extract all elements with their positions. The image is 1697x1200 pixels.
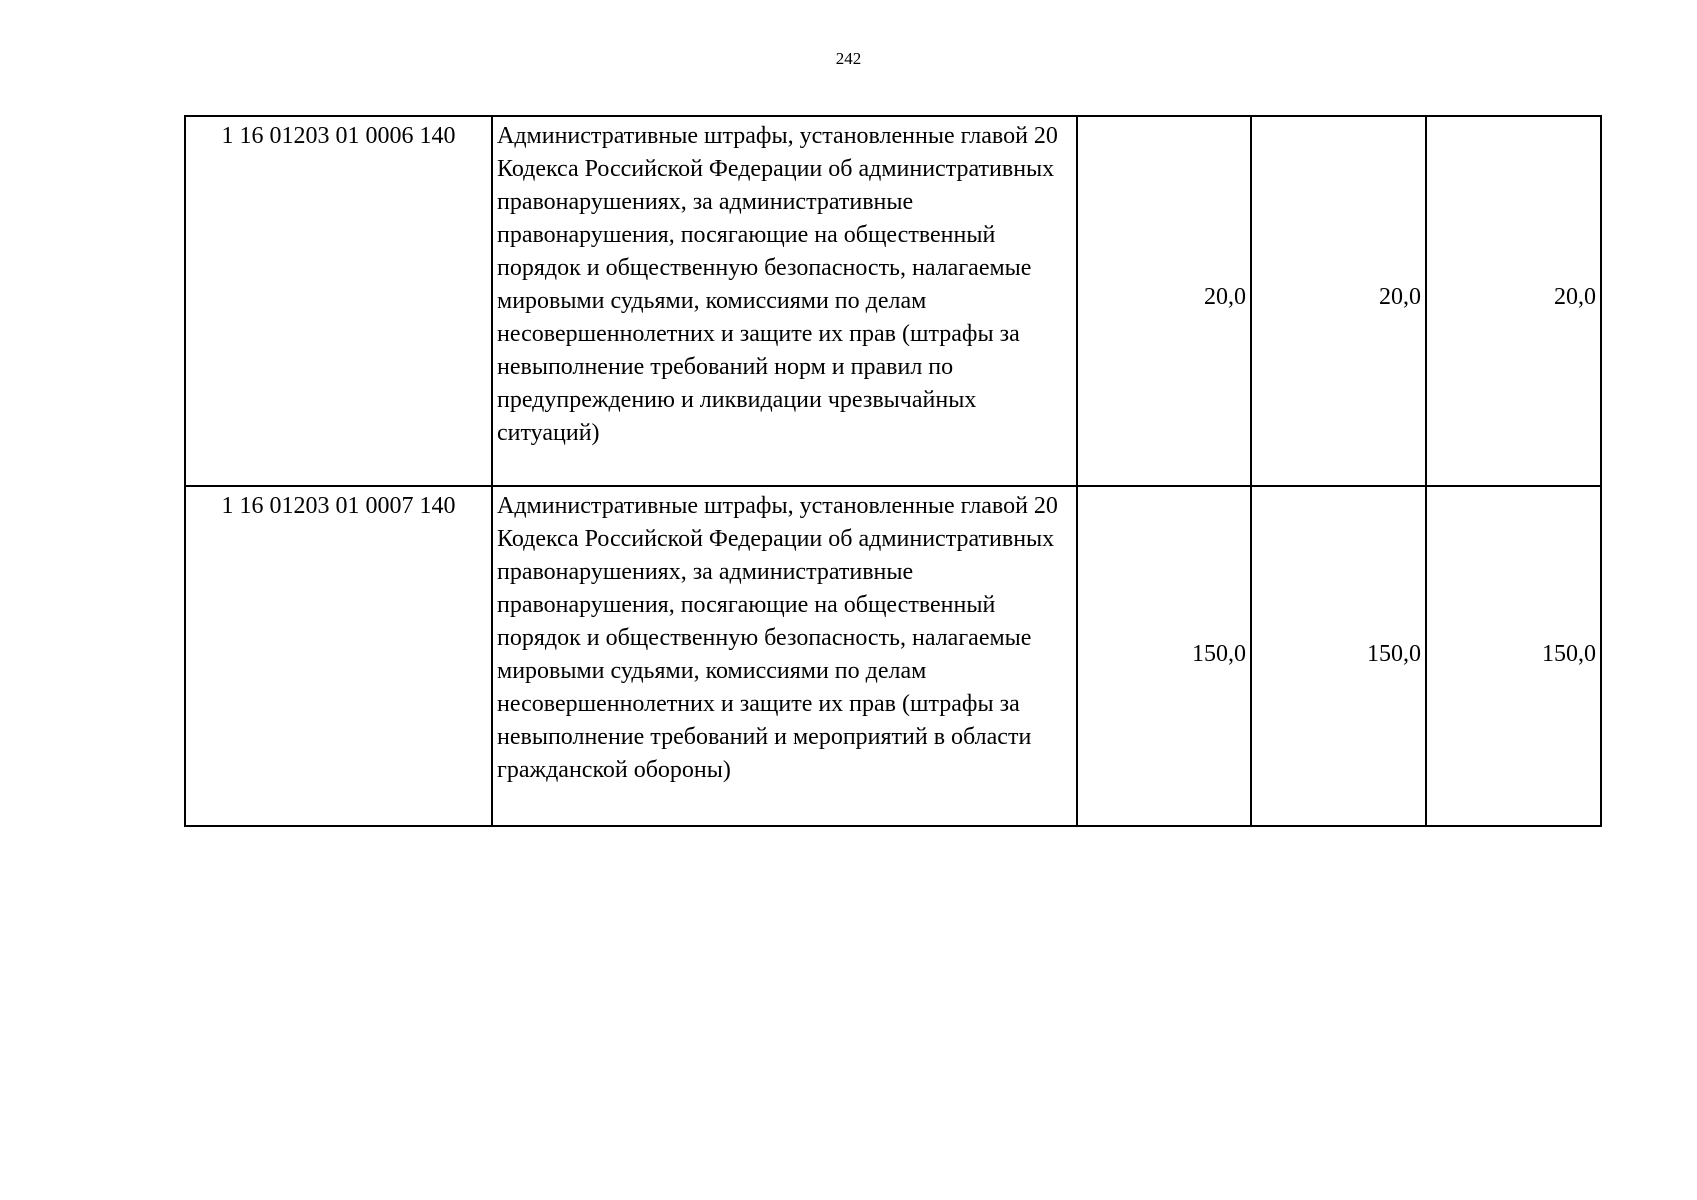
value-text: 150,0 [1367,640,1421,667]
value-text: 150,0 [1542,640,1596,667]
value-cell-year-3 [1426,486,1601,826]
budget-code-cell: 1 16 01203 01 0006 140 [185,116,492,486]
value-cell-year-1 [1077,116,1251,486]
budget-code-cell: 1 16 01203 01 0007 140 [185,486,492,826]
page-number: 242 [835,49,862,68]
value-text: 150,0 [1192,640,1246,667]
table-row [185,486,1601,826]
description-cell: Административные штрафы, установленные главой 20 Кодекса Российской Федерации об административных правонарушениях, за административные правонарушения, посягающие на общественный порядок и общественную безопасность, налагаемые мировыми судьями, комиссиями по делам несовершеннолетних и защите их прав (штрафы за невыполнение требований и мероприятий в области гражданской обороны) [492,486,1077,826]
value-text: 20,0 [1554,283,1596,310]
value-text: 20,0 [1204,283,1246,310]
value-cell-year-2 [1251,116,1426,486]
value-cell-year-3 [1426,116,1601,486]
table-row [185,116,1601,486]
budget-table [184,115,1602,827]
value-text: 20,0 [1379,283,1421,310]
value-cell-year-1 [1077,486,1251,826]
value-cell-year-2 [1251,486,1426,826]
description-cell: Административные штрафы, установленные главой 20 Кодекса Российской Федерации об административных правонарушениях, за административные правонарушения, посягающие на общественный порядок и общественную безопасность, налагаемые мировыми судьями, комиссиями по делам несовершеннолетних и защите их прав (штрафы за невыполнение требований норм и правил по предупреждению и ликвидации чрезвычайных ситуаций) [492,116,1077,486]
